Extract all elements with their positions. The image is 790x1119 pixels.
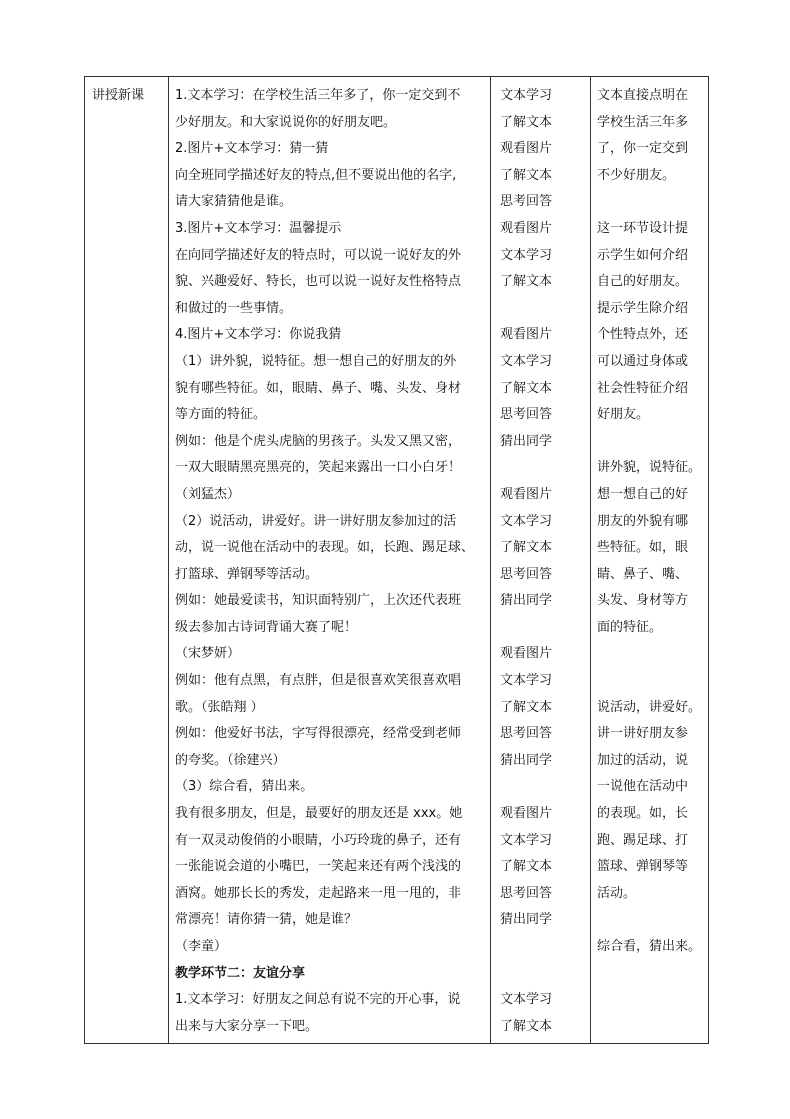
- design-line: 篮球、弹钢琴等: [597, 859, 689, 875]
- content-cell: [169, 77, 491, 1044]
- content-line: 级去参加古诗词背诵大赛了呢！: [175, 619, 358, 635]
- activity-cell: [491, 77, 591, 1044]
- lesson-row: [85, 77, 709, 1044]
- content-line: 歌。（张皓翔 ）: [175, 699, 264, 715]
- design-line: 的表现。如，长: [597, 806, 689, 822]
- activity-line: 思考回答: [500, 566, 553, 582]
- design-line: [597, 668, 704, 695]
- content-line: 酒窝。她那长长的秀发，走起路来一甩一甩的，非: [175, 885, 462, 901]
- design-line: [597, 429, 704, 456]
- section-cell: [85, 77, 169, 1044]
- content-line: 打篮球、弹钢琴等活动。: [175, 566, 319, 582]
- design-line: 睛、鼻子、嘴、: [597, 566, 689, 582]
- content-line: 等方面的特征。: [175, 407, 267, 423]
- activity-line: [500, 774, 590, 801]
- content-line: 例如：他爱好书法，字写得很漂亮，经常受到老师: [175, 726, 462, 742]
- design-line: [597, 641, 704, 668]
- activity-line: 文本学习: [500, 992, 553, 1008]
- content-line: 向全班同学描述好友的特点,但不要说出他的名字,: [175, 167, 457, 183]
- activity-line: 观看图片: [500, 220, 553, 236]
- content-line: 的夸奖。（徐建兴）: [175, 752, 286, 768]
- content-line: 4.图片+文本学习：你说我猜: [175, 327, 342, 343]
- design-line: 头发、身材等方: [597, 593, 689, 609]
- content-line: 例如：他是个虎头虎脑的男孩子。头发又黑又密，: [175, 433, 462, 449]
- content-column: [169, 77, 490, 1040]
- design-line: 了，你一定交到: [597, 141, 689, 157]
- content-line: 动，说一说他在活动中的表现。如，长跑、踢足球、: [175, 540, 475, 556]
- activity-line: 文本学习: [500, 88, 553, 103]
- activity-line: 猜出同学: [500, 912, 553, 928]
- content-line: 教学环节二：友谊分享: [175, 965, 306, 981]
- design-line: [597, 189, 704, 216]
- activity-line: 了解文本: [500, 167, 553, 183]
- content-line: 我有很多朋友，但是，最要好的朋友还是 xxx。她: [175, 806, 463, 822]
- content-line: 有一双灵动俊俏的小眼睛，小巧玲珑的鼻子，还有: [175, 832, 462, 848]
- content-line: （3）综合看，猜出来。: [175, 779, 314, 795]
- activity-line: [500, 615, 590, 642]
- content-line: （李童）: [175, 939, 228, 954]
- activity-line: 文本学习: [500, 353, 553, 369]
- design-line: 文本直接点明在: [597, 88, 689, 103]
- lesson-plan-table: [84, 76, 709, 1044]
- design-line: 可以通过身体或: [597, 353, 689, 369]
- content-line: 2.图片+文本学习：猜一猜: [175, 141, 329, 157]
- activity-line: [500, 934, 590, 961]
- design-line: 讲外貌，说特征。: [597, 460, 702, 476]
- design-column: [591, 77, 708, 961]
- activity-line: 观看图片: [500, 806, 553, 822]
- content-line: 一双大眼睛黑亮黑亮的，笑起来露出一口小白牙！: [175, 460, 462, 476]
- activity-line: [500, 961, 590, 988]
- content-line: （宋梦妍）: [175, 646, 241, 662]
- design-line: 社会性特征介绍: [597, 380, 689, 396]
- design-line: 面的特征。: [597, 619, 663, 635]
- design-line: 一说他在活动中: [597, 779, 689, 795]
- activity-line: 了解文本: [500, 859, 553, 875]
- activity-line: [500, 296, 590, 323]
- design-line: 朋友的外貌有哪: [597, 513, 689, 529]
- activity-line: 观看图片: [500, 141, 553, 157]
- activity-line: 文本学习: [500, 513, 553, 529]
- content-line: （2）说活动，讲爱好。讲一讲好朋友参加过的活: [175, 513, 457, 529]
- activity-line: 猜出同学: [500, 433, 553, 449]
- design-line: 不少好朋友。: [597, 167, 676, 183]
- content-line: （1）讲外貌，说特征。想一想自己的好朋友的外: [175, 353, 457, 369]
- activity-line: 猜出同学: [500, 593, 553, 609]
- content-line: 3.图片+文本学习：温馨提示: [175, 220, 342, 236]
- activity-line: 了解文本: [500, 540, 553, 556]
- design-line: 自己的好朋友。: [597, 274, 689, 290]
- activity-line: 观看图片: [500, 486, 553, 502]
- content-line: 常漂亮！请你猜一猜，她是谁？: [175, 912, 358, 928]
- activity-line: [500, 455, 590, 482]
- content-line: 少好朋友。和大家说说你的好朋友吧。: [175, 114, 397, 130]
- content-line: （刘猛杰）: [175, 486, 241, 502]
- activity-line: 观看图片: [500, 646, 553, 662]
- design-line: 说活动，讲爱好。: [597, 699, 702, 715]
- section-label: 讲授新课: [92, 88, 145, 103]
- design-line: 好朋友。: [597, 407, 650, 423]
- activity-line: 思考回答: [500, 885, 553, 901]
- design-line: 个性特点外，还: [597, 327, 689, 343]
- content-line: 貌有哪些特征。如，眼睛、鼻子、嘴、头发、身材: [175, 380, 462, 396]
- activity-line: 了解文本: [500, 380, 553, 396]
- content-line: 例如：她最爱读书，知识面特别广，上次还代表班: [175, 593, 462, 609]
- activity-line: 了解文本: [500, 114, 553, 130]
- design-line: 综合看，猜出来。: [597, 939, 702, 954]
- content-line: 和做过的一些事情。: [175, 300, 293, 316]
- activity-line: 文本学习: [500, 247, 553, 263]
- design-line: 提示学生除介绍: [597, 300, 689, 316]
- content-line: 1.文本学习：在学校生活三年多了，你一定交到不: [175, 88, 461, 103]
- design-line: 活动。: [597, 885, 637, 901]
- activity-line: 文本学习: [500, 832, 553, 848]
- activity-line: 了解文本: [500, 699, 553, 715]
- activity-line: 文本学习: [500, 673, 553, 689]
- content-line: 例如：他有点黑，有点胖，但是很喜欢笑很喜欢唱: [175, 673, 462, 689]
- activity-line: 了解文本: [500, 274, 553, 290]
- design-line: 跑、踢足球、打: [597, 832, 689, 848]
- activity-column: [491, 77, 590, 1040]
- design-line: 学校生活三年多: [597, 114, 689, 130]
- design-line: 示学生如何介绍: [597, 247, 689, 263]
- design-line: 加过的活动，说: [597, 752, 689, 768]
- activity-line: 思考回答: [500, 194, 553, 210]
- design-cell: [591, 77, 709, 1044]
- design-line: 讲一讲好朋友参: [597, 726, 689, 742]
- content-line: 在向同学描述好友的特点时，可以说一说好友的外: [175, 247, 462, 263]
- design-line: 想一想自己的好: [597, 486, 689, 502]
- content-line: 请大家猜猜他是谁。: [175, 194, 293, 210]
- content-line: 一张能说会道的小嘴巴，一笑起来还有两个浅浅的: [175, 859, 462, 875]
- activity-line: 思考回答: [500, 726, 553, 742]
- activity-line: 观看图片: [500, 327, 553, 343]
- activity-line: 猜出同学: [500, 752, 553, 768]
- activity-line: 了解文本: [500, 1018, 553, 1034]
- content-line: 1.文本学习：好朋友之间总有说不完的开心事，说: [175, 992, 461, 1008]
- content-line: 貌、兴趣爱好、特长，也可以说一说好友性格特点: [175, 274, 462, 290]
- design-line: 些特征。如，眼: [597, 540, 689, 556]
- activity-line: 思考回答: [500, 407, 553, 423]
- design-line: [597, 907, 704, 934]
- content-line: 出来与大家分享一下吧。: [175, 1018, 319, 1034]
- design-line: 这一环节设计提: [597, 220, 689, 236]
